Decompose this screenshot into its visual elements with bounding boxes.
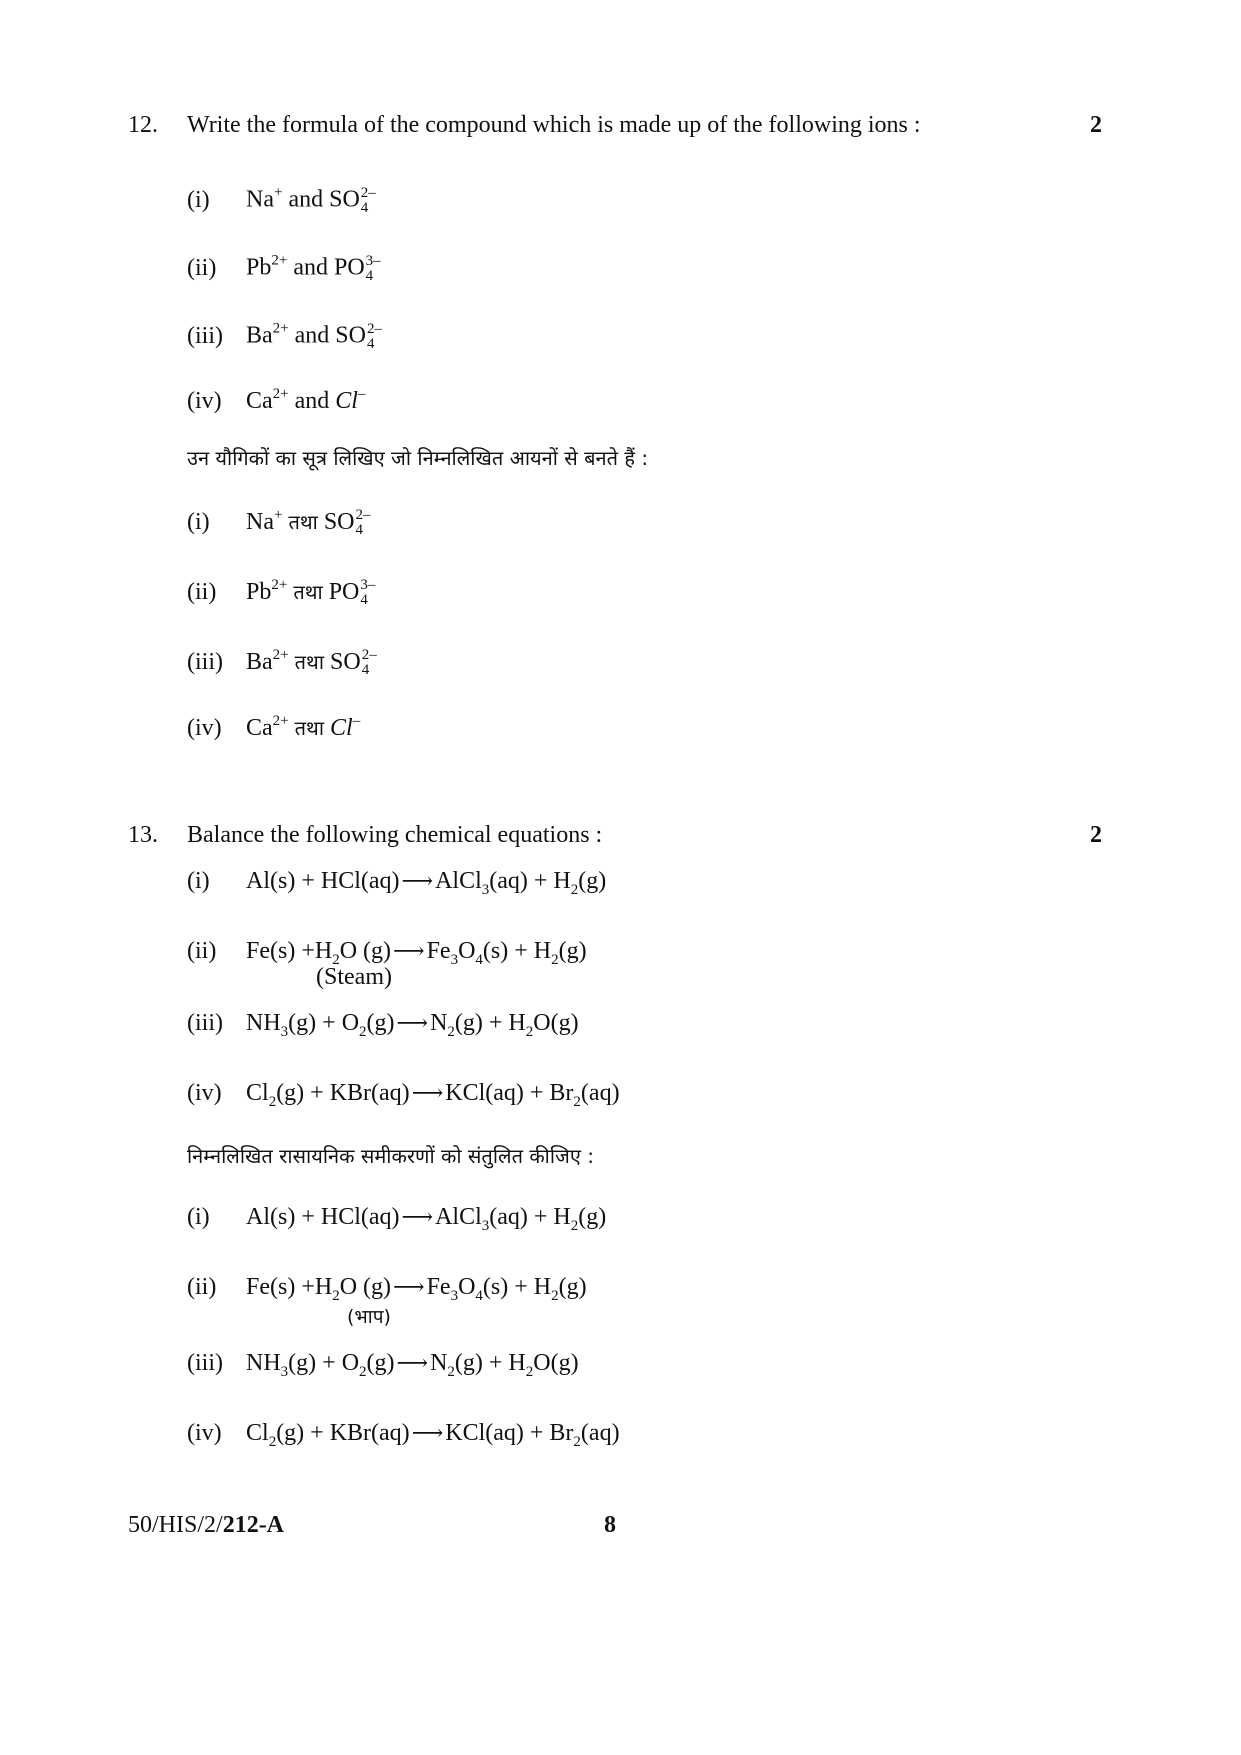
equation-lhs: (g) + KBr(aq) [276,1420,410,1446]
paper-code-prefix: 50/HIS/2/ [128,1512,223,1538]
q13-item-roman: (ii) [187,1274,217,1300]
equation-rhs: (g) + H [454,1350,526,1376]
q12-item-3 [187,322,383,352]
reaction-arrow: ⟶ [401,1204,434,1229]
subscript: 4 [475,1288,483,1304]
subscript: 2 [268,1434,277,1450]
subscript: 2 [570,1218,579,1234]
equation-lhs: O (g) [339,1274,392,1300]
equation-lhs: Fe(s) +H [246,1274,333,1300]
equation-rhs: O [458,1274,476,1300]
equation-rhs: AlCl [435,1204,482,1230]
conjunction: तथा [293,580,323,604]
q13-hindi-equation-4 [187,1420,620,1450]
subscript: 3 [450,952,459,968]
page-number: 8 [604,1512,616,1538]
q12-item-roman: (iii) [187,649,223,675]
equation-lhs: (g) + O [288,1010,360,1036]
subscript: 2 [525,1024,534,1040]
subscript: 2 [332,952,340,968]
anion-charge: 3– [360,577,376,594]
q12-item-1 [187,186,377,216]
subscript: 2 [573,1434,581,1450]
steam-condition: (Steam) [316,964,392,990]
q13-hindi-equation-3 [187,1350,579,1380]
equation-rhs: (g) [578,1204,607,1230]
question-13-marks: 2 [1090,822,1102,848]
subscript: 2 [551,952,559,968]
conjunction: and [294,322,330,349]
anion-charge: 2– [366,321,382,337]
question-13-number: 13. [128,822,158,848]
reaction-arrow: ⟶ [393,938,425,963]
anion: SO [329,186,360,213]
question-12-number: 12. [128,112,158,138]
equation-lhs: NH [246,1010,281,1036]
conjunction: तथा [294,716,325,740]
subscript: 2 [332,1288,340,1304]
equation-rhs: (g) [578,868,607,894]
cation: Ba [246,649,273,675]
equation-rhs: Fe [426,938,451,964]
anion-charge: – [357,386,366,402]
subscript: 2 [447,1024,455,1040]
equation-lhs: (g) + O [288,1350,360,1376]
anion-charge: 2– [360,185,376,201]
anion-charge: 2– [361,647,377,664]
q13-item-roman: (iii) [187,1350,223,1376]
equation-rhs: O(g) [533,1010,579,1036]
q12-hindi-item-1 [187,508,372,538]
equation-rhs: (aq) + H [489,868,571,894]
q13-item-roman: (i) [187,868,210,894]
equation-lhs: O (g) [339,938,392,964]
anion-charge: – [352,713,361,729]
subscript: 2 [570,882,579,898]
q12-hindi-item-2 [187,578,376,608]
equation-rhs: (g) + H [454,1010,526,1036]
reaction-arrow: ⟶ [396,1010,429,1035]
cation: Ca [246,715,273,741]
q13-hindi-equation-2 [187,1274,587,1304]
q12-item-roman: (i) [187,186,210,213]
q13-item-roman: (ii) [187,938,217,964]
subscript: 3 [280,1364,289,1380]
question-12-text: Write the formula of the compound which is made up of the following ions : [187,112,921,138]
q12-item-roman: (i) [187,509,210,535]
conjunction: and [288,186,324,213]
question-12-marks: 2 [1090,112,1102,138]
cation-charge: 2+ [272,320,289,337]
equation-rhs: N [430,1010,448,1036]
conjunction: and [293,254,328,281]
question-12-hindi-text: उन यौगिकों का सूत्र लिखिए जो निम्नलिखित आयनों से बनते हैं : [187,446,649,470]
anion-charge: 2– [355,507,371,524]
q12-hindi-item-4 [187,714,360,742]
cation-charge: + [273,184,283,201]
cation: Na [246,186,274,213]
q13-equation-4 [187,1080,620,1110]
q13-equation-3 [187,1010,579,1040]
cation: Ca [246,388,273,414]
conjunction: तथा [294,650,325,674]
equation-rhs: (s) + H [482,1274,552,1300]
reaction-arrow: ⟶ [411,1420,444,1445]
subscript: 3 [450,1288,459,1304]
equation-rhs: (g) [558,1274,587,1300]
cation: Ba [246,322,273,349]
subscript: 4 [475,952,483,968]
anion: PO [333,254,365,281]
paper-code-suffix: 212-A [222,1512,285,1538]
q12-hindi-item-3 [187,648,378,678]
equation-lhs: (g) [366,1350,395,1376]
q12-item-roman: (ii) [187,579,217,605]
equation-lhs: Cl [246,1420,269,1446]
anion-subscript: 4 [360,592,368,609]
anion-subscript: 4 [365,268,374,284]
equation-lhs: (g) [366,1010,395,1036]
q13-hindi-equation-1 [187,1204,607,1234]
reaction-arrow: ⟶ [396,1350,429,1375]
equation-lhs: Fe(s) +H [246,938,333,964]
equation-rhs: (aq) [580,1080,620,1106]
reaction-arrow: ⟶ [401,868,434,893]
q12-item-4 [187,388,365,415]
q12-item-roman: (ii) [187,254,217,281]
equation-lhs: Al(s) + HCl(aq) [246,868,400,894]
subscript: 2 [268,1094,277,1110]
anion: Cl [335,388,358,414]
equation-rhs: KCl(aq) + Br [445,1420,574,1446]
cation-charge: 2+ [271,252,288,269]
cation-charge: 2+ [272,386,289,402]
equation-rhs: AlCl [435,868,482,894]
cation-charge: + [273,507,283,523]
anion-subscript: 4 [361,662,370,679]
subscript: 2 [573,1094,581,1110]
q13-equation-2 [187,938,587,968]
q13-item-roman: (iii) [187,1010,223,1036]
q13-item-roman: (i) [187,1204,210,1230]
equation-rhs: (aq) + H [489,1204,571,1230]
equation-rhs: O [458,938,476,964]
q12-item-2 [187,254,382,284]
conjunction: तथा [288,510,318,534]
subscript: 2 [359,1024,367,1040]
q13-equation-1 [187,868,607,898]
conjunction: and [294,388,330,414]
anion-charge: 3– [365,253,381,269]
cation: Na [246,509,274,535]
equation-rhs: N [430,1350,448,1376]
anion-subscript: 4 [355,522,364,539]
equation-rhs: (g) [558,938,587,964]
question-13-hindi-text: निम्नलिखित रासायनिक समीकरणों को संतुलित कीजिए : [187,1144,595,1168]
equation-lhs: Al(s) + HCl(aq) [246,1204,400,1230]
anion: SO [330,649,361,675]
subscript: 3 [481,1218,490,1234]
anion: PO [328,579,360,605]
reaction-arrow: ⟶ [411,1080,444,1105]
cation-charge: 2+ [271,577,288,593]
q12-item-roman: (iv) [187,388,222,414]
cation-charge: 2+ [272,647,289,663]
reaction-arrow: ⟶ [393,1274,425,1299]
equation-lhs: (g) + KBr(aq) [276,1080,410,1106]
paper-code [128,1512,284,1539]
subscript: 2 [551,1288,559,1304]
equation-lhs: Cl [246,1080,269,1106]
equation-rhs: O(g) [533,1350,579,1376]
cation-charge: 2+ [272,713,289,729]
q12-item-roman: (iii) [187,322,223,349]
cation: Pb [246,254,272,281]
steam-condition-hindi: (भाप) [347,1306,391,1328]
anion-subscript: 4 [366,336,375,352]
anion-subscript: 4 [360,200,369,216]
subscript: 3 [481,882,490,898]
equation-rhs: (aq) [580,1420,620,1446]
anion: Cl [330,715,353,741]
q13-item-roman: (iv) [187,1420,222,1446]
q12-item-roman: (iv) [187,715,222,741]
cation: Pb [246,579,272,605]
anion: SO [323,509,355,535]
equation-lhs: NH [246,1350,281,1376]
q13-item-roman: (iv) [187,1080,222,1106]
subscript: 2 [525,1364,534,1380]
equation-rhs: (s) + H [482,938,552,964]
subscript: 3 [280,1024,289,1040]
equation-rhs: Fe [426,1274,451,1300]
equation-rhs: KCl(aq) + Br [445,1080,574,1106]
anion: SO [335,322,366,349]
subscript: 2 [447,1364,455,1380]
question-13-text: Balance the following chemical equations : [187,822,603,848]
subscript: 2 [359,1364,367,1380]
